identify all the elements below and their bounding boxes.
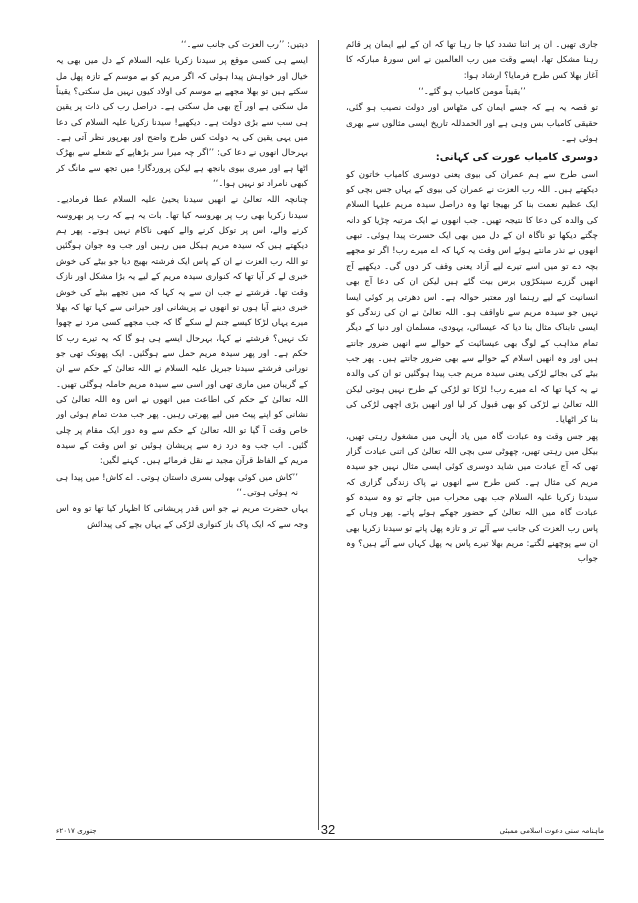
right-paragraph-4: پھر جس وقت وہ عبادت گاہ میں یاد الٰہی میں مشغول رہتی تھیں، بیکل میں رہتی تھیں، چھوٹی سی بچی اللہ تعالیٰ کی اتنی عبادت گزار تھی کہ آج عبادت میں شاید دوسری کوئی ایسی مثال نہیں جو سیدہ مریم کی مثال ہے۔ کس طرح سے انھوں نے پاک زندگی گزاری کہ سیدنا زکریا علیہ السلام جب بھی محراب میں جاتے تو وہ سیدہ کو عبادت گاہ میں اللہ تعالیٰ کے حضور جھکے ہوئے پاتے۔ پھر وہاں کے پاس رب العزت کی جانب سے آئے تر و تازہ پھل پاتے تو سیدنا زکریا بھی ان سے پوچھنے لگتے: مریم بھلا تیرے پاس یہ پھل کہاں سے آئے ہیں؟ وہ جواب — [346, 431, 598, 565]
quran-quote-2: ’’کاش میں کوئی بھولی بسری داستان ہوتی۔ اے کاش! میں پیدا ہی نہ ہوئی ہوتی۔‘‘ — [56, 472, 298, 498]
right-paragraph-1: جاری تھیں۔ ان پر اتنا تشدد کیا جا رہا تھا کہ ان کے لیے ایمان پر قائم رہنا مشکل تھا، ایسے وقت میں رب العالمین نے اس سورۂ مبارکہ کا آغاز بھلا کس طرح فرمایا؟ ارشاد ہوا: — [346, 40, 598, 81]
right-paragraph-2: تو قصہ یہ ہے کہ جسے ایمان کی مٹھاس اور دولت نصیب ہو گئی، حقیقی کامیاب بس وہی ہے اور الحمدللہ تاریخ ایسی مثالوں سے بھری ہوئی ہے۔ — [346, 103, 598, 145]
section-heading: دوسری کامیاب عورت کی کہانی: — [435, 152, 598, 164]
left-column — [56, 38, 308, 838]
footer-rule — [56, 839, 604, 840]
left-paragraph-3: چنانچہ اللہ تعالیٰ نے انھیں سیدنا یحییٰ علیہ السلام عطا فرمادیے۔ سیدنا زکریا بھی رب پر بھروسہ کیا تھا۔ بات یہ ہے کہ رب پر بھروسہ کرنے والے، اس پر توکل کرنے والے کبھی ناکام نہیں ہوتے۔ پھر ہم دیکھتے ہیں کہ سیدہ مریم ہیکل میں رہیں اور جب وہ جوان ہوگئیں تو اللہ رب العزت نے ان کے پاس ایک فرشتہ بھیج دیا جو بیٹے کی خوش خبری لے کر آیا تھا کہ کنواری سیدہ مریم کے لیے یہ بڑا مشکل اور نازک وقت تھا۔ فرشتے نے جب ان سے یہ کہا کہ میں تجھے بیٹے کی خوش خبری دینے آیا ہوں تو انھوں نے پریشانی اور حیرانی سے کہا تھا کہ بھلا میرے یہاں لڑکا کیسے جنم لے سکے گا کہ جب مجھے کسی مرد نے چھوا تک نہیں؟ فرشتے نے کہا، بہرحال ایسے ہی ہو گا کہ یہ تیرے رب کا حکم ہے۔ اور پھر سیدہ مریم حمل سے ہوگئیں۔ ایک پھونک تھی جو نورانی فرشتے سیدنا جبریل علیہ السلام نے اللہ تعالیٰ کے حکم سے ان کے گریبان میں ماری تھی اور اسی سے سیدہ مریم حاملہ ہوگئی تھیں۔ اللہ تعالیٰ کے حکم کی اطاعت میں انھوں نے اس وہ اللہ تعالیٰ کی نشانی کو اپنے پیٹ میں لیے پھرتی رہیں۔ پھر جب مدت تمام ہوئی اور خاص وقت آ گیا تو اللہ تعالیٰ کے حکم سے وہ دور ایک مقام پر چلی گئیں۔ اب جب وہ درد زہ سے پریشان ہوئیں تو اس وقت کے سیدہ مریم کے الفاظ قرآن مجید نے نقل فرمائے ہیں۔ کہنے لگیں: — [56, 195, 308, 467]
column-divider — [318, 40, 319, 830]
left-paragraph-4: یہاں حضرت مریم نے جو اس قدر پریشانی کا اظہار کیا تھا تو وہ اس وجہ سے کہ ایک پاک باز کنواری لڑکی کے یہاں بچے کی پیدائش — [56, 504, 308, 530]
page-footer — [56, 822, 604, 844]
issue-date: جنوری ۲۰۱۷ء — [56, 826, 97, 835]
page-number: 32 — [320, 822, 336, 837]
quran-quote-1: ’’یقیناً مومن کامیاب ہو گئے۔‘‘ — [418, 87, 526, 98]
left-paragraph-1: دیتیں: ’’رب العزت کی جانب سے۔‘‘ — [181, 40, 308, 50]
publication-name: ماہنامہ سنی دعوت اسلامی ممبئی — [499, 826, 604, 835]
left-paragraph-2: ایسے ہی کسی موقع پر سیدنا زکریا علیہ السلام کے دل میں بھی یہ خیال اور خواہش پیدا ہوئی کہ اگر مریم کو بے موسم کے تازہ پھل مل سکتے ہیں تو بھلا مجھے بے موسم کی اولاد کیوں نہیں مل سکتی؟ یقیناً مل سکتی ہے اور آج بھی مل سکتی ہے۔ دراصل رب کی ذات پر یقین ہی سب سے بڑی دولت ہے۔ دیکھیے! سیدنا زکریا علیہ السلام کی دعا میں یہی یقین کی یہ دولت کس طرح واضح اور بھرپور نظر آتی ہے۔ بہرحال انھوں نے دعا کی: ’’اگر چہ میرا سر بڑھاپے کے شعلے سے بھڑک اٹھا ہے اور میری بیوی بانجھ ہے لیکن پروردگار! میں تجھ سے مانگ کر کبھی نامراد تو نہیں ہوا۔‘‘ — [56, 56, 308, 190]
right-paragraph-3: اسی طرح سے ہم عمران کی بیوی یعنی دوسری کامیاب خاتون کو دیکھتے ہیں۔ اللہ رب العزت نے عمران کی بیوی کے یہاں جس بچی کو ایک عظیم نعمت بنا کر بھیجا تھا وہ دراصل سیدہ مریم علیہا السلام کی والدہ کی دعا کا نتیجہ تھیں۔ جب انھوں نے ایک مرتبہ چڑیا کو دانہ چگتے دیکھا تو ناگاہ ان کے دل میں بھی ایک حسرت پیدا ہوئی۔ تبھی انھوں نے نذر مانتے ہوئے اس وقت یہ کہا کہ اے میرے رب! اگر تو مجھے بچہ دے تو میں اسے تیرے لیے آزاد یعنی وقف کر دوں گی۔ دیکھیے آج انھیں گزرے سینکڑوں برس بیت گئے ہیں لیکن ان کی دعا آج بھی انسانیت کے لیے رہنما اور معتبر حوالہ ہے۔ اس دھرتی پر کوئی ایسا نہیں جو سیدہ مریم سے ناواقف ہو۔ اللہ تعالیٰ نے ان کی زندگی کو ایسی تابناک مثال بنا دیا کہ عیسائی، یہودی، مسلمان اور دنیا کے دیگر تمام مذاہب کے لوگ بھی عیسائیت کے حوالے سے انھیں ضرور جانتے ہیں اور وہ انھیں اسلام کے حوالے سے بھی ضرور جانتے ہیں۔ پھر جب بیٹے کی بجائے لڑکی یعنی سیدہ مریم جب پیدا ہوگئیں تو ان کی والدہ نے یہ کہا تھا کہ اے میرے رب! لڑکا تو لڑکی کے طرح نہیں ہوتی لیکن اللہ تعالیٰ نے لڑکی کو بھی قبول کر لیا اور انھیں بڑی اچھی لڑکی کی بنا کر اٹھایا۔ — [346, 169, 598, 426]
right-column — [346, 38, 598, 846]
